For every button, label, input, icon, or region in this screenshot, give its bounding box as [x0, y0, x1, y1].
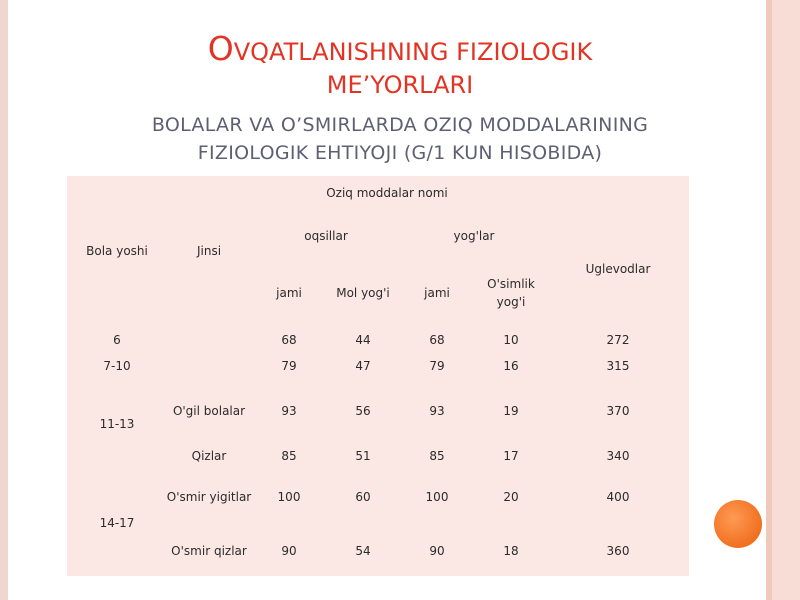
table-cell: 315 [606, 359, 630, 373]
header-carbs: Uglevodlar [585, 262, 651, 276]
header-fat-plant: O'simlik yog'i [487, 277, 535, 309]
age-group-cell: 11-13 [99, 417, 135, 431]
slide-subtitle [40, 112, 760, 167]
header-gender: Jinsi [196, 244, 222, 258]
right-edge-stripe [772, 0, 800, 600]
gender-cell: O'smir qizlar [171, 544, 247, 558]
table-cell: 93 [281, 404, 297, 418]
table-cell: 18 [503, 544, 519, 558]
table-cell: 47 [355, 359, 371, 373]
subtitle-line-1: BOLALAR VA O’SMIRLARDA OZIQ MODDALARINING [151, 114, 649, 136]
title-line-1-rest: VQATLANISHNING FIZIOLOGIK [233, 38, 593, 66]
gender-cell: O'smir yigitlar [166, 490, 252, 504]
table-cell: 79 [429, 359, 445, 373]
table-cell: 17 [503, 449, 519, 463]
header-fat-total: jami [424, 286, 450, 300]
left-edge-stripe [0, 0, 8, 600]
table-cell: 60 [355, 490, 371, 504]
table-cell: 44 [355, 333, 371, 347]
table-cell: 85 [429, 449, 445, 463]
table-cell: 90 [281, 544, 297, 558]
table-cell: 56 [355, 404, 371, 418]
nutrient-table [67, 176, 689, 576]
header-proteins: oqsillar [304, 229, 348, 243]
table-cell: 100 [425, 490, 449, 504]
gender-cell: O'gil bolalar [172, 404, 246, 418]
table-cell: 54 [355, 544, 371, 558]
table-cell: 68 [429, 333, 445, 347]
subtitle-line-2: FIZIOLOGIK EHTIYOJI (G/1 KUN HISOBIDA) [197, 141, 603, 164]
gender-cell: Qizlar [191, 449, 227, 463]
table-cell: 93 [429, 404, 445, 418]
title-first-letter: O [207, 29, 234, 68]
table-cell: 90 [429, 544, 445, 558]
table-cell: 20 [503, 490, 519, 504]
header-age: Bola yoshi [86, 244, 148, 258]
age-group-cell: 6 [113, 333, 121, 347]
table-cell: 16 [503, 359, 519, 373]
table-cell: 370 [606, 404, 630, 418]
table-cell: 400 [606, 490, 630, 504]
table-cell: 51 [355, 449, 371, 463]
table-cell: 10 [503, 333, 519, 347]
table-cell: 360 [606, 544, 630, 558]
title-line-1 [40, 28, 760, 70]
title-line-2: ME’YORLARI [326, 71, 474, 100]
table-cell: 19 [503, 404, 519, 418]
slide-title [40, 28, 760, 101]
age-group-cell: 14-17 [99, 516, 135, 530]
header-group: Oziq moddalar nomi [326, 186, 448, 200]
age-group-cell: 7-10 [103, 359, 131, 373]
table-cell: 85 [281, 449, 297, 463]
table-cell: 79 [281, 359, 297, 373]
table-cell: 272 [606, 333, 630, 347]
header-fats: yog'lar [453, 229, 495, 243]
header-protein-animal: Mol yog'i [336, 286, 390, 300]
header-protein-total: jami [276, 286, 302, 300]
decorative-circle-icon [714, 500, 762, 548]
table-cell: 68 [281, 333, 297, 347]
table-cell: 340 [606, 449, 630, 463]
table-cell: 100 [277, 490, 301, 504]
